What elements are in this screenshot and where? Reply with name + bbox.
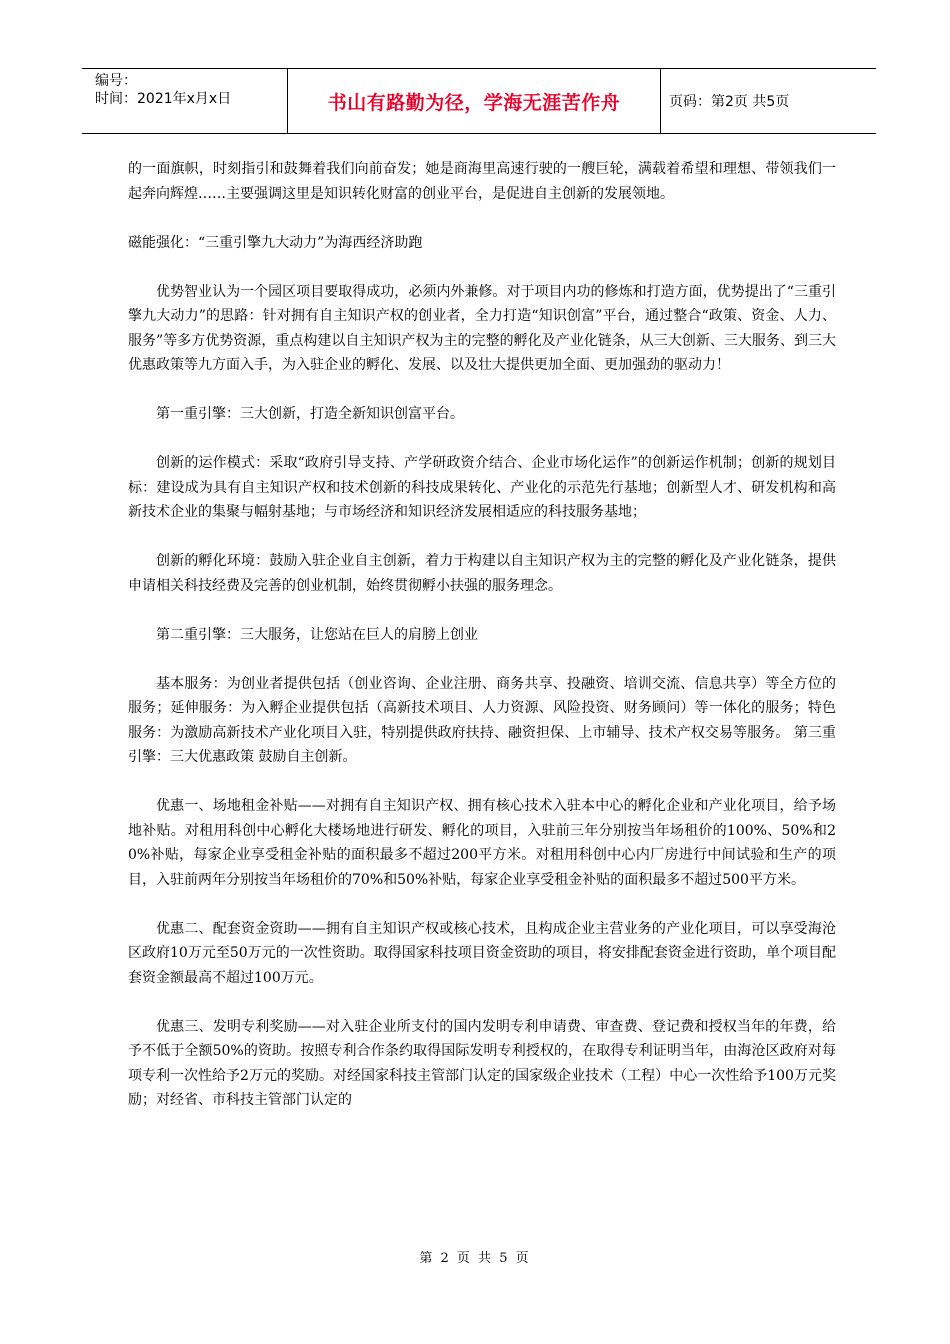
header-left-cell <box>82 69 288 134</box>
page-header <box>82 68 876 134</box>
page-footer: 第 2 页 共 5 页 <box>419 1251 531 1266</box>
paragraph: 创新的运作模式：采取“政府引导支持、产学研政资介结合、企业市场化运作”的创新运作机制；创新的规划目标：建设成为具有自主知识产权和技术创新的科技成果转化、产业化的示范先行基地；创新型人才、研发机构和高新技术企业的集聚与幅射基地；与市场经济和知识经济发展相适应的科技服务基地； <box>128 455 836 520</box>
paragraph: 优惠二、配套资金资助——拥有自主知识产权或核心技术，且构成企业主营业务的产业化项目，可以享受海沧区政府10万元至50万元的一次性资助。取得国家科技项目资金资助的项目，将安排配套资金进行资助，单个项目配套资金额最高不超过100万元。 <box>128 920 836 986</box>
document-body <box>128 157 836 1137</box>
paragraph: 优惠三、发明专利奖励——对入驻企业所支付的国内发明专利申请费、审查费、登记费和授权当年的年费，给予不低于全额50%的资助。按照专利合作条约取得国际发明专利授权的，在取得专利证明当年，由海沧区政府对每项专利一次性给予2万元的奖励。对经国家科技主管部门认定的国家级企业技术（工程）中心一次性给予100万元奖励；对经省、市科技主管部门认定的 <box>128 1018 836 1108</box>
section-heading: 磁能强化：“三重引擎九大动力”为海西经济助跑 <box>128 234 423 251</box>
paragraph: 优势智业认为一个园区项目要取得成功，必须内外兼修。对于项目内功的修炼和打造方面，优势提出了“三重引擎九大动力”的思路：针对拥有自主知识产权的创业者，全力打造“知识创富”平台，通过整合“政策、资金、人力、服务”等多方优势资源，重点构建以自主知识产权为主的完整的孵化及产业化链条，从三大创新、三大服务、到三大优惠政策等九方面入手，为入驻企业的孵化、发展、以及壮大提供更加全面、更加强劲的驱动力！ <box>128 283 836 373</box>
header-motto-cell <box>288 69 661 134</box>
paragraph: 创新的孵化环境：鼓励入驻企业自主创新，着力于构建以自主知识产权为主的完整的孵化及产业化链条，提供申请相关科技经费及完善的创业机制，始终贯彻孵小扶强的服务理念。 <box>128 553 836 594</box>
engine-heading-1: 第一重引擎：三大创新，打造全新知识创富平台。 <box>156 406 464 422</box>
document-number-label: 编号： <box>95 73 137 89</box>
engine-heading-2: 第二重引擎：三大服务，让您站在巨人的肩膀上创业 <box>156 626 478 643</box>
paragraph: 基本服务：为创业者提供包括（创业咨询、企业注册、商务共享、投融资、培训交流、信息共享）等全方位的服务；延伸服务：为入孵企业提供包括（高新技术项目、人力资源、风险投资、财务顾问）等一体化的服务；特色服务：为激励高新技术产业化项目入驻，特别提供政府扶持、融资担保、上市辅导、技术产权交易等服务。 第三重引擎：三大优惠政策 鼓励自主创新。 <box>128 675 836 765</box>
header-motto: 书山有路勤为径，学海无涯苦作舟 <box>327 91 621 114</box>
header-page-cell <box>661 69 877 134</box>
paragraph-continuation: 的一面旗帜，时刻指引和鼓舞着我们向前奋发；她是商海里高速行驶的一艘巨轮，满载着希望和理想、带领我们一起奔向辉煌……主要强调这里是知识转化财富的创业平台，是促进自主创新的发展领地。 <box>128 161 836 202</box>
document-time-label: 时间：2021年x月x日 <box>95 91 232 107</box>
header-page-code: 页码：第2页 共5页 <box>669 94 790 110</box>
paragraph: 优惠一、场地租金补贴——对拥有自主知识产权、拥有核心技术入驻本中心的孵化企业和产业化项目，给予场地补贴。对租用科创中心孵化大楼场地进行研发、孵化的项目，入驻前三年分别按当年场租价的100%、50%和20%补贴，每家企业享受租金补贴的面积最多不超过200平方米。对租用科创中心内厂房进行中间试验和生产的项目，入驻前两年分别按当年场租价的70%和50%补贴，每家企业享受租金补贴的面积最多不超过500平方米。 <box>128 798 836 888</box>
